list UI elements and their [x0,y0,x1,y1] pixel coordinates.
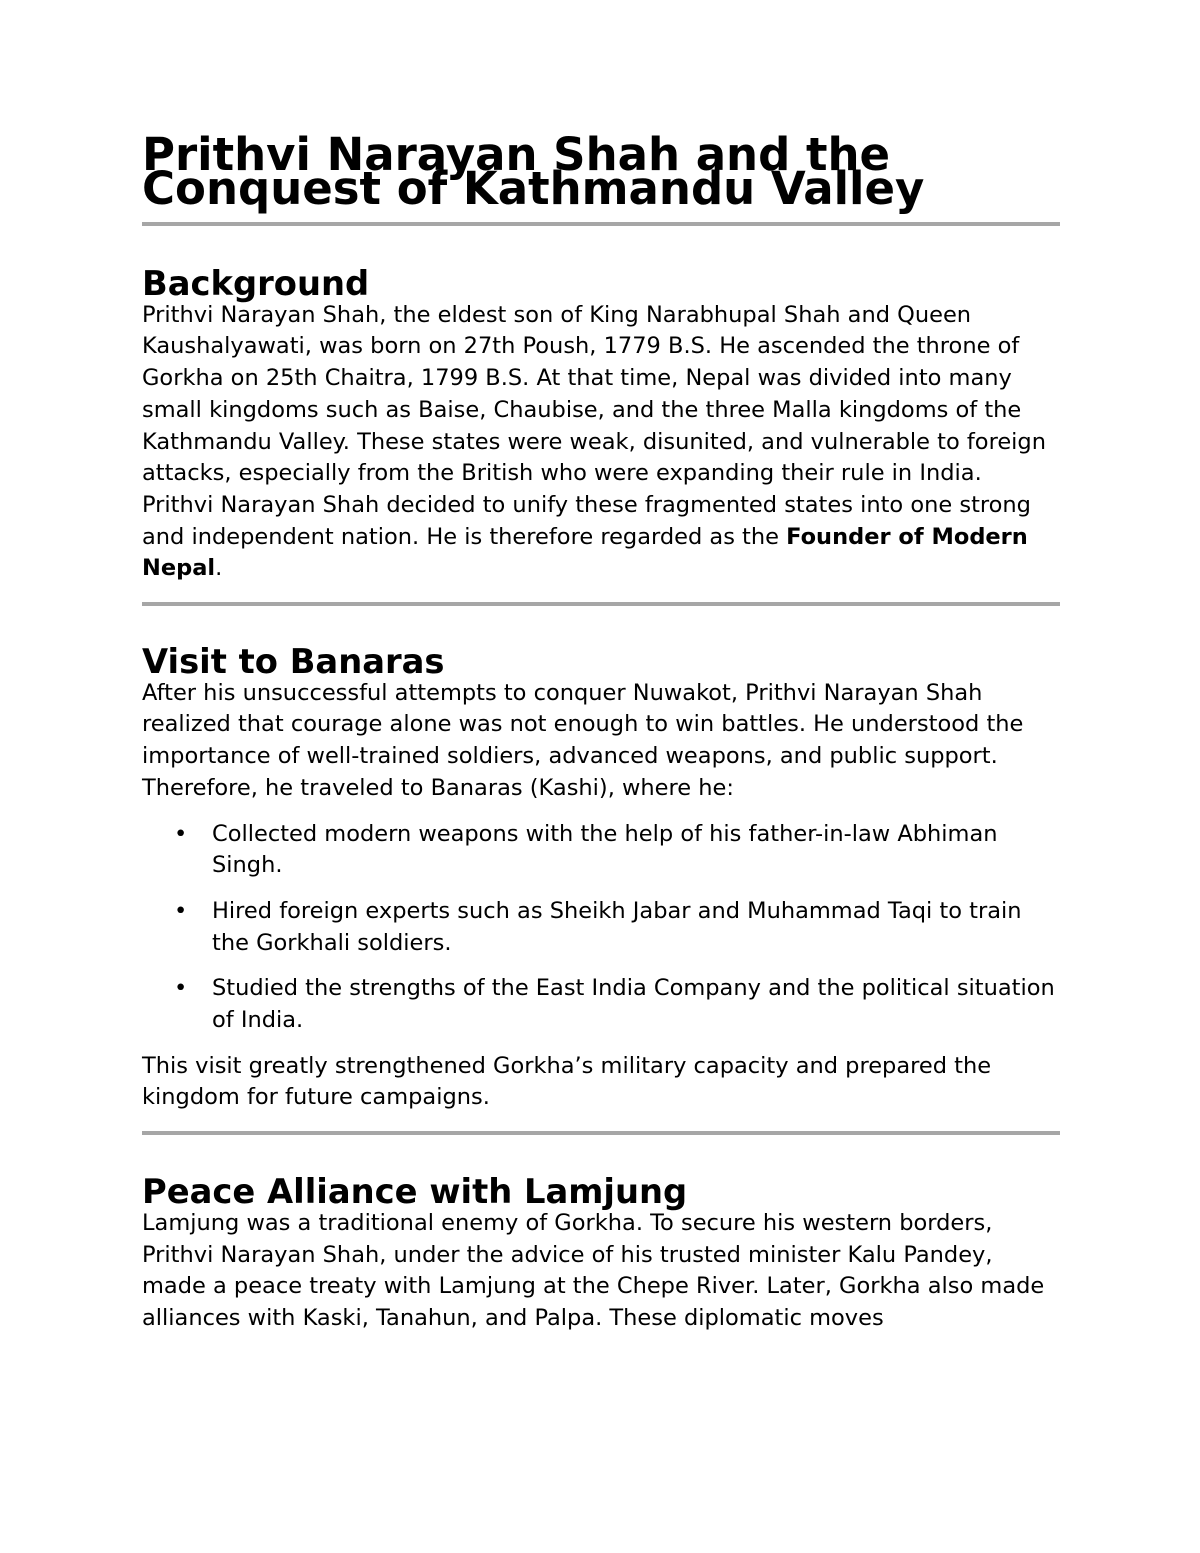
list-item-text: Collected modern weapons with the help of his father-in-law Abhiman Singh. [212,820,998,879]
banaras-outro-paragraph: This visit greatly strengthened Gorkha’s military capacity and prepared the kingdom for future campaigns. [142,1052,992,1111]
list-item-text: Hired foreign experts such as Sheikh Jabar and Muhammad Taqi to train the Gorkhali soldiers. [212,897,1022,956]
section-divider [142,602,1060,606]
lamjung-paragraph: Lamjung was a traditional enemy of Gorkha. To secure his western borders, Prithvi Narayan Shah, under the advice of his trusted minister Kalu Pandey, made a peace treaty with Lamjung at the Chepe River. Later, Gorkha also made alliances with Kaski, Tanahun, and Palpa. These diplomatic moves [142,1209,1045,1331]
banaras-intro-paragraph: After his unsuccessful attempts to conquer Nuwakot, Prithvi Narayan Shah realized that courage alone was not enough to win battles. He understood the importance of well-trained soldiers, advanced weapons, and public support. Therefore, he traveled to Banaras (Kashi), where he: [142,679,1024,801]
background-paragraph-2 [142,490,1060,585]
list-item [142,819,1060,882]
background-paragraph-2-end: . [215,555,223,582]
bullet-icon: • [174,820,188,847]
list-item [142,973,1060,1036]
document-page [142,128,1060,1335]
banaras-bullet-list [142,819,1060,1037]
background-paragraph-1: Prithvi Narayan Shah, the eldest son of King Narabhupal Shah and Queen Kaushalyawati, was born on 27th Poush, 1779 B.S. He ascended the throne of Gorkha on 25th Chaitra, 1799 B.S. At that time, Nepal was divided into many small kingdoms such as Baise, Chaubise, and the three Malla kingdoms of the Kathmandu Valley. These states were weak, disunited, and vulnerable to foreign attacks, especially from the British who were expanding their rule in India. [142,301,1046,487]
section-divider [142,1131,1060,1135]
section-heading-peace-alliance: Peace Alliance with Lamjung [142,1172,688,1212]
document-title: Prithvi Narayan Shah and the Conquest of Kathmandu Valley [142,128,925,215]
section-heading-background: Background [142,264,370,303]
bullet-icon: • [174,897,188,924]
section-divider [142,222,1060,226]
founder-emphasis: Founder of Modern Nepal [142,523,1028,582]
bullet-icon: • [174,975,188,1002]
section-heading-visit-to-banaras: Visit to Banaras [142,642,445,682]
list-item [142,896,1060,959]
list-item-text: Studied the strengths of the East India Company and the political situation of India. [212,975,1055,1034]
background-paragraph-2-text: Prithvi Narayan Shah decided to unify these fragmented states into one strong and independent nation. He is therefore regarded as the [142,491,1031,550]
